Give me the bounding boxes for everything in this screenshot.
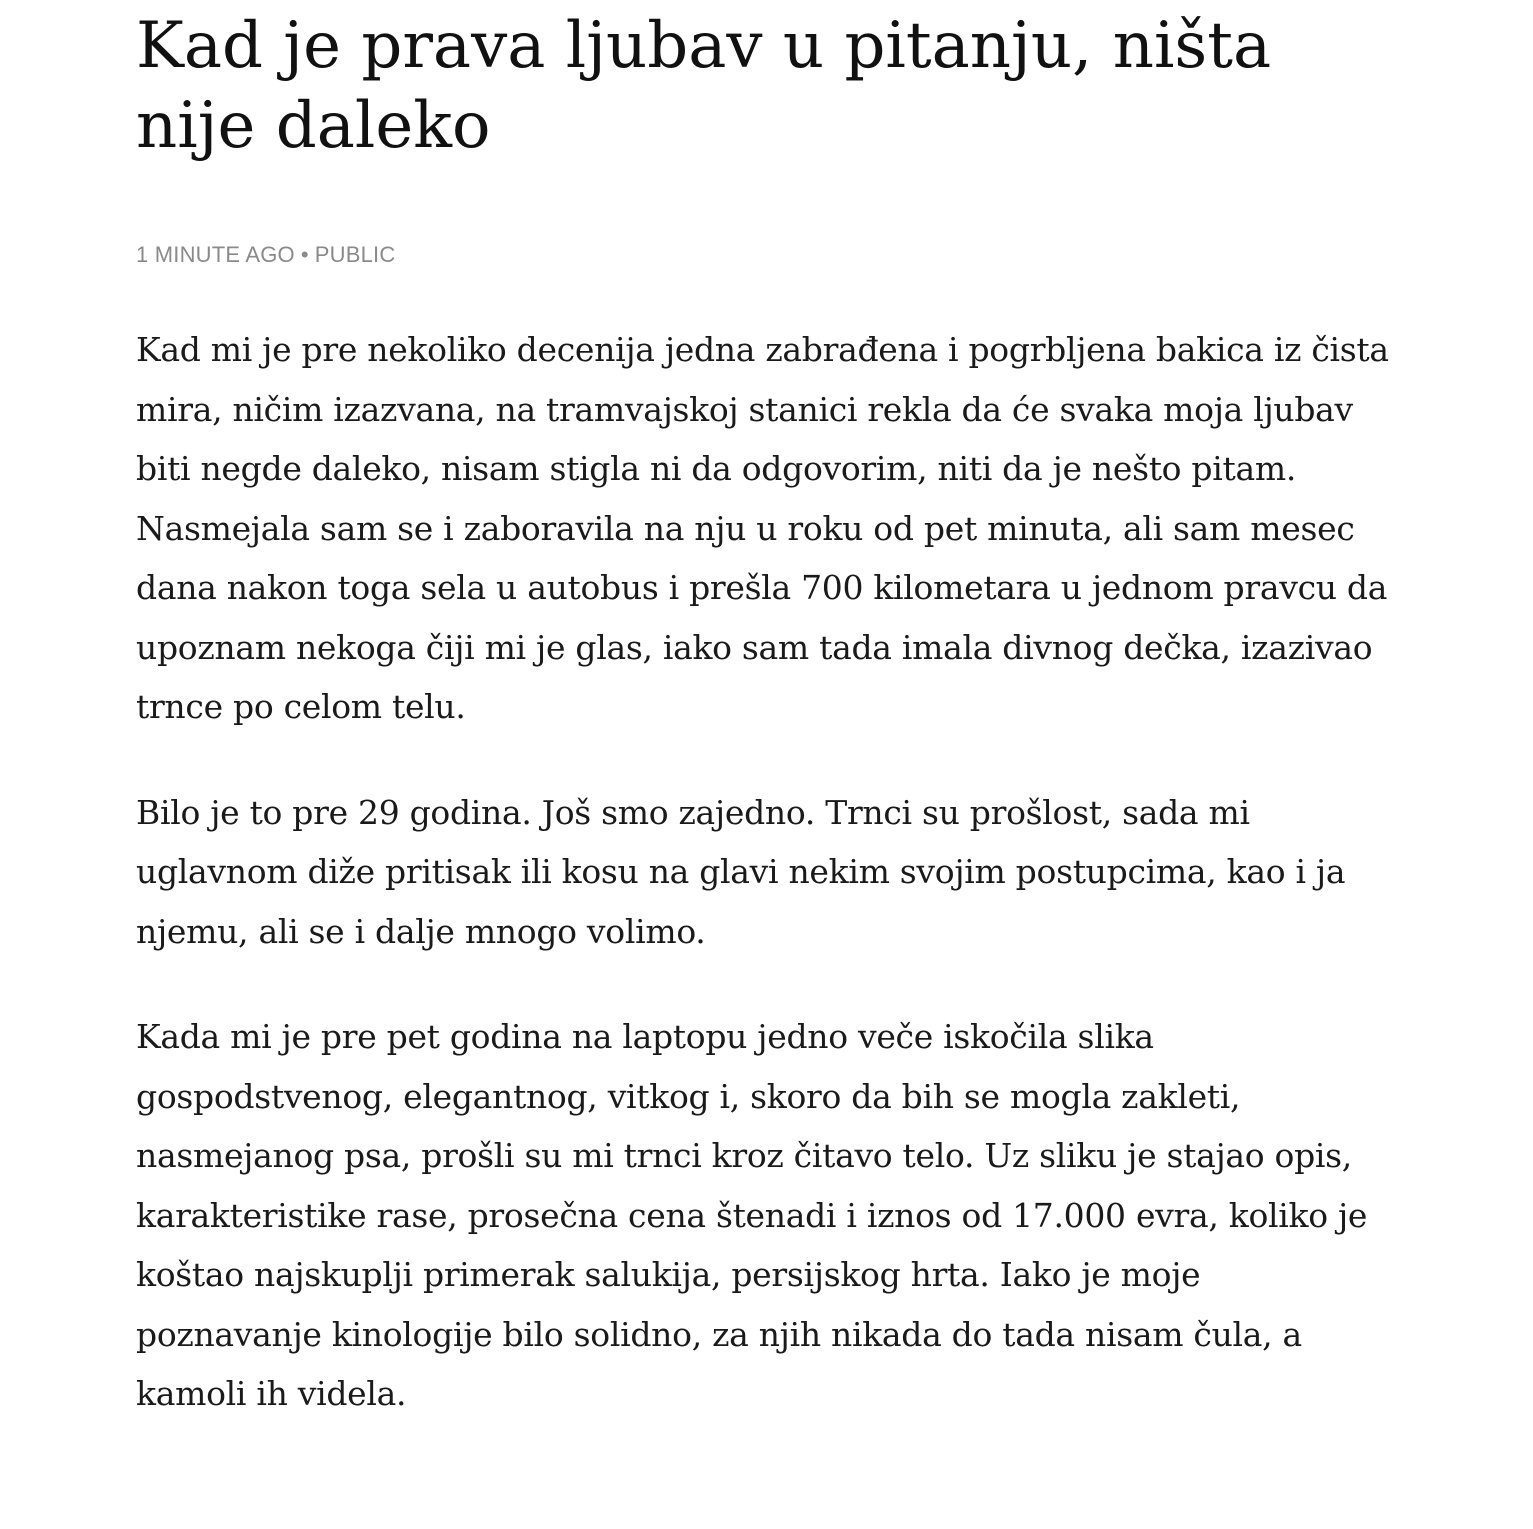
article-title: Kad je prava ljubav u pitanju, ništa nije daleko <box>136 9 1272 163</box>
article <box>136 0 1396 1470</box>
paragraph: Bilo je to pre 29 godina. Još smo zajedno. Trnci su prošlost, sada mi uglavnom diže pritisak ili kosu na glavi nekim svojim postupcima, kao i ja njemu, ali se i dalje mnogo volimo. <box>136 792 1346 951</box>
post-time: 1 MINUTE AGO <box>136 242 295 267</box>
visibility-label: PUBLIC <box>314 242 396 267</box>
article-body <box>136 320 1396 1424</box>
paragraph: Kad mi je pre nekoliko decenija jedna zabrađena i pogrbljena bakica iz čista mira, ničim izazvana, na tramvajskoj stanici rekla da će svaka moja ljubav biti negde daleko, nisam stigla ni da odgovorim, niti da je nešto pitam. Nasmejala sam se i zaboravila na nju u roku od pet minuta, ali sam mesec dana nakon toga sela u autobus i prešla 700 kilometara u jednom pravcu da upoznam nekoga čiji mi je glas, iako sam tada imala divnog dečka, izazivao trnce po celom telu. <box>136 330 1389 726</box>
article-meta <box>136 242 1396 268</box>
paragraph: Kada mi je pre pet godina na laptopu jedno veče iskočila slika gospodstvenog, elegantnog, vitkog i, skoro da bih se mogla zakleti, nasmejanog psa, prošli su mi trnci kroz čitavo telo. Uz sliku je stajao opis, karakteristike rase, prosečna cena štenadi i iznos od 17.000 evra, koliko je koštao najskuplji primerak salukija, persijskog hrta. Iako je moje poznavanje kinologije bilo solidno, za njih nikada do tada nisam čula, a kamoli ih videla. <box>136 1017 1368 1413</box>
meta-separator: • <box>300 242 309 267</box>
